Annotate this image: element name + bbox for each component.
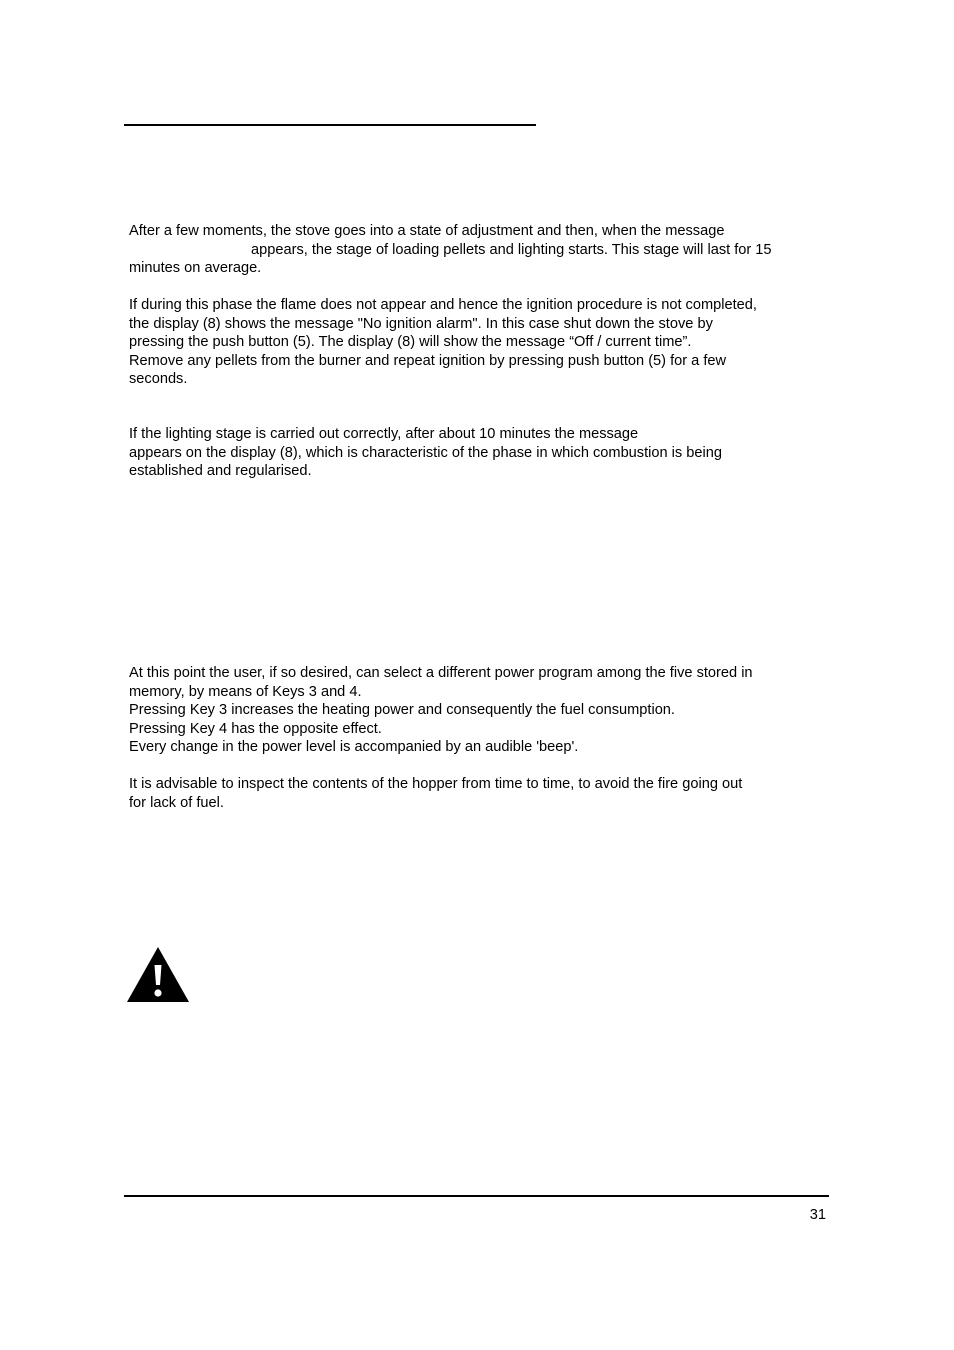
page-number: 31 (809, 1207, 826, 1223)
paragraph-power-program (129, 664, 829, 757)
paragraph-line: Every change in the power level is accompanied by an audible 'beep'. (129, 739, 579, 755)
header-rule (124, 124, 536, 126)
paragraph-line: established and regularised. (129, 463, 312, 479)
paragraph-lighting-correct (129, 425, 829, 481)
paragraph-line: pressing the push button (5). The display (8) will show the message “Off / current time”. (129, 334, 692, 350)
paragraph-line: Pressing Key 3 increases the heating power and consequently the fuel consumption. (129, 702, 675, 718)
paragraph-line: the display (8) shows the message "No ignition alarm". In this case shut down the stove by (129, 315, 713, 332)
paragraph-ignition-start (129, 222, 829, 278)
paragraph-hopper-advice (129, 775, 829, 812)
warning-triangle-icon (126, 946, 190, 1003)
paragraph-line: minutes on average. (129, 260, 262, 276)
paragraph-line: seconds. (129, 371, 188, 387)
footer-rule (124, 1195, 829, 1197)
paragraph-line: After a few moments, the stove goes into a state of adjustment and then, when the message (129, 223, 725, 239)
paragraph-line: memory, by means of Keys 3 and 4. (129, 683, 362, 700)
paragraph-line: At this point the user, if so desired, can select a different power program among the five stored in (129, 665, 753, 681)
paragraph-ignition-alarm (129, 296, 829, 389)
paragraph-line: appears, the stage of loading pellets and lighting starts. This stage will last for 15 (251, 241, 772, 258)
paragraph-line: It is advisable to inspect the contents of the hopper from time to time, to avoid the fire going out (129, 776, 743, 792)
paragraph-line: If during this phase the flame does not appear and hence the ignition procedure is not completed, (129, 297, 757, 313)
paragraph-line: If the lighting stage is carried out correctly, after about 10 minutes the message (129, 426, 639, 442)
paragraph-line: Pressing Key 4 has the opposite effect. (129, 720, 382, 737)
paragraph-line: for lack of fuel. (129, 794, 224, 811)
paragraph-line: appears on the display (8), which is characteristic of the phase in which combustion is being (129, 444, 722, 461)
paragraph-line: Remove any pellets from the burner and repeat ignition by pressing push button (5) for a few (129, 352, 727, 369)
